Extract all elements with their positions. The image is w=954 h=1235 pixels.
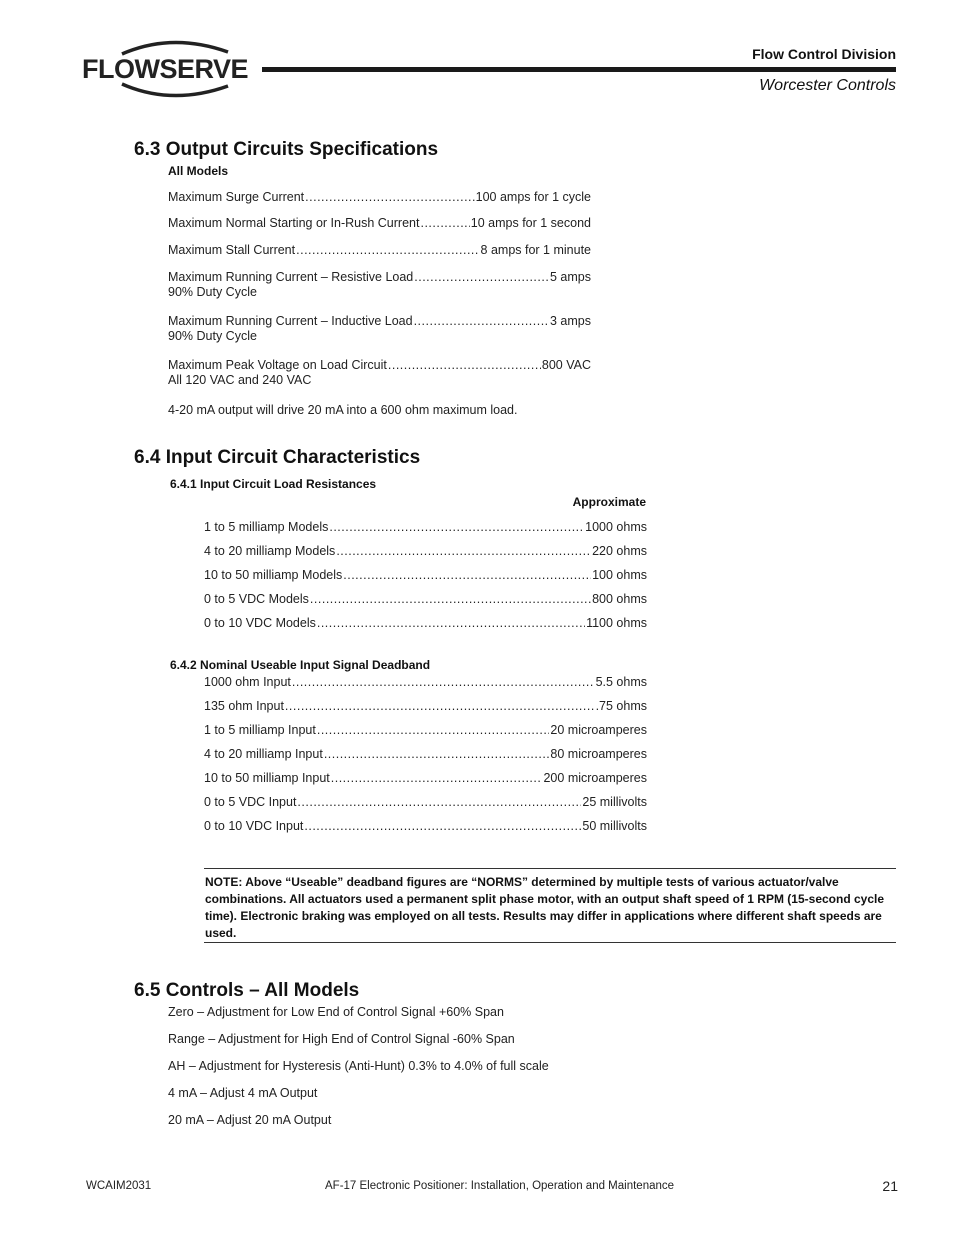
deadband-row: [204, 675, 647, 689]
spec-label: Maximum Normal Starting or In-Rush Current: [168, 216, 420, 230]
resistance-value: 100 ohms: [592, 568, 647, 582]
deadband-row: [204, 747, 647, 761]
resistance-row: [204, 520, 647, 534]
section-6-5-title: 6.5 Controls – All Models: [134, 980, 360, 1001]
footer-doc-title: AF-17 Electronic Positioner: Installation, Operation and Maintenance: [325, 1180, 675, 1192]
deadband-label: 135 ohm Input: [204, 699, 284, 713]
deadband-row: [204, 795, 647, 809]
deadband-row: [204, 819, 647, 833]
resistance-label: 10 to 50 milliamp Models: [204, 568, 343, 582]
control-item: 20 mA – Adjust 20 mA Output: [168, 1113, 332, 1127]
deadband-label: 1 to 5 milliamp Input: [204, 723, 316, 737]
deadband-value: 80 microamperes: [550, 747, 647, 761]
deadband-value: 200 microamperes: [543, 771, 647, 785]
control-item: 4 mA – Adjust 4 mA Output: [168, 1086, 318, 1100]
resistance-row: [204, 544, 647, 558]
resistance-label: 1 to 5 milliamp Models: [204, 520, 329, 534]
footer-doc-id: WCAIM2031: [86, 1180, 152, 1192]
spec-row-wrap: [168, 358, 591, 387]
control-item: Range – Adjustment for High End of Control Signal -60% Span: [168, 1032, 515, 1046]
spec-label: Maximum Running Current – Inductive Load: [168, 314, 413, 328]
resistance-row: [204, 568, 647, 582]
spec-row: [168, 243, 591, 257]
resistance-value: 1100 ohms: [586, 616, 647, 630]
deadband-row: [204, 699, 647, 713]
deadband-row: [204, 771, 647, 785]
spec-value: 10 amps for 1 second: [470, 216, 591, 230]
spec-label: Maximum Running Current – Resistive Load: [168, 270, 414, 284]
spec-value: 5 amps: [550, 270, 591, 284]
spec-label: Maximum Surge Current: [168, 190, 305, 204]
resistance-value: 800 ohms: [592, 592, 647, 606]
resistance-row: [204, 616, 647, 630]
deadband-label: 10 to 50 milliamp Input: [204, 771, 330, 785]
spec-row: [168, 358, 591, 372]
all-models-label: All Models: [168, 164, 229, 178]
spec-label: Maximum Stall Current: [168, 243, 296, 257]
spec-row: [168, 216, 591, 230]
deadband-value: 5.5 ohms: [595, 675, 647, 689]
spec-row: [168, 190, 591, 207]
spec-value: 100 amps for 1 cycle: [475, 190, 591, 204]
deadband-value: 50 millivolts: [582, 819, 647, 833]
spec-row: [168, 314, 591, 328]
subdivision-name: Worcester Controls: [759, 77, 896, 94]
spec-value: 800 VAC: [541, 358, 591, 372]
deadband-note: NOTE: Above “Useable” deadband figures are “NORMS” determined by multiple tests of various actuator/valve combinations. All actuators used a permanent split phase motor, with an output shaft speed of 1 RPM (15-second cycle time). Electronic braking was employed on all tests. Results may differ in applications where different shaft speeds are used.: [205, 875, 885, 940]
resistance-label: 0 to 10 VDC Models: [204, 616, 316, 630]
subsection-6-4-2-title: 6.4.2 Nominal Useable Input Signal Deadband: [170, 658, 431, 672]
deadband-row: [204, 723, 647, 737]
deadband-label: 0 to 5 VDC Input: [204, 795, 297, 809]
spec-row-wrap: [168, 270, 591, 299]
resistance-value: 220 ohms: [592, 544, 647, 558]
note-bottom-rule: [204, 942, 896, 943]
spec-value: 8 amps for 1 minute: [480, 243, 591, 257]
control-item: Zero – Adjustment for Low End of Control Signal +60% Span: [168, 1005, 504, 1019]
section-6-4-title: 6.4 Input Circuit Characteristics: [134, 447, 421, 468]
deadband-label: 1000 ohm Input: [204, 675, 291, 689]
spec-row-wrap: [168, 216, 591, 230]
spec-row: [168, 270, 591, 284]
deadband-value: 20 microamperes: [550, 723, 647, 737]
resistance-value: 1000 ohms: [585, 520, 647, 534]
resistance-label: 0 to 5 VDC Models: [204, 592, 309, 606]
resistance-label: 4 to 20 milliamp Models: [204, 544, 336, 558]
approximate-column-header: Approximate: [572, 495, 646, 509]
deadband-value: 25 millivolts: [582, 795, 647, 809]
spec-note: 90% Duty Cycle: [168, 285, 257, 299]
spec-row-wrap: [168, 314, 591, 343]
load-resistance-list: [204, 520, 647, 630]
deadband-label: 4 to 20 milliamp Input: [204, 747, 323, 761]
spec-note: All 120 VAC and 240 VAC: [168, 373, 312, 387]
spec-value: 3 amps: [550, 314, 591, 328]
control-item: AH – Adjustment for Hysteresis (Anti-Hunt) 0.3% to 4.0% of full scale: [168, 1059, 549, 1073]
deadband-value: .75 ohms: [595, 699, 647, 713]
subsection-6-4-1-title: 6.4.1 Input Circuit Load Resistances: [170, 477, 377, 491]
output-footnote: 4-20 mA output will drive 20 mA into a 600 ohm maximum load.: [168, 403, 518, 417]
note-top-rule: [204, 868, 896, 869]
spec-label: Maximum Peak Voltage on Load Circuit: [168, 358, 387, 372]
page-number: 21: [882, 1178, 898, 1194]
logo-text: FLOWSERVE: [82, 54, 249, 84]
spec-note: 90% Duty Cycle: [168, 329, 257, 343]
output-spec-list: [168, 190, 591, 207]
spec-row-wrap: [168, 243, 591, 257]
flowserve-logo: [82, 38, 249, 100]
section-6-3-title: 6.3 Output Circuits Specifications: [134, 139, 439, 160]
deadband-label: 0 to 10 VDC Input: [204, 819, 304, 833]
division-name: Flow Control Division: [752, 46, 896, 62]
header-rule: [262, 67, 896, 72]
deadband-list: [204, 675, 647, 833]
resistance-row: [204, 592, 647, 606]
